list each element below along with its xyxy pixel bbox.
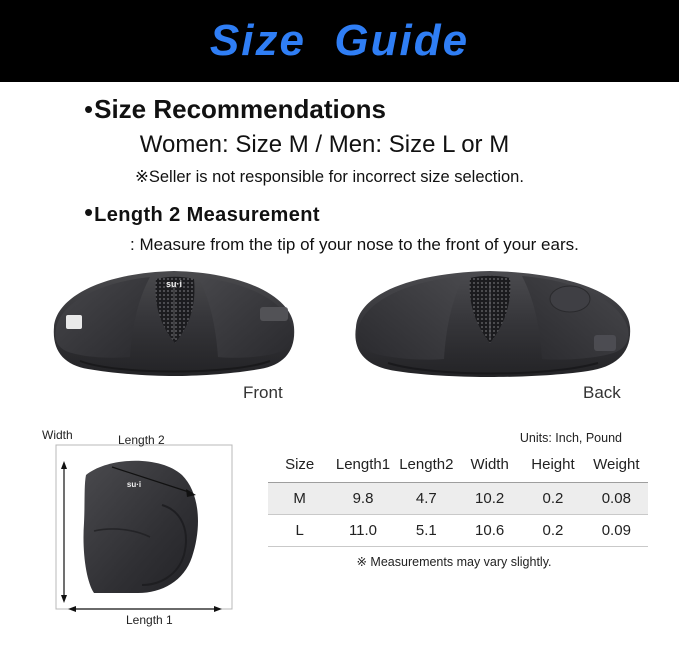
col-header-width: Width <box>458 449 521 483</box>
product-photos <box>0 265 679 423</box>
measurement-description: : Measure from the tip of your nose to the front of your ears. <box>130 235 579 254</box>
table-row <box>268 483 648 515</box>
cell-weight: 0.08 <box>585 483 648 515</box>
front-caption: Front <box>243 383 283 402</box>
cell-size: L <box>268 515 331 547</box>
table-footnote: ※ Measurements may vary slightly. <box>356 555 552 569</box>
product-photo-front <box>46 265 304 390</box>
cell-width: 10.2 <box>458 483 521 515</box>
col-header-size: Size <box>268 449 331 483</box>
cell-height: 0.2 <box>521 483 584 515</box>
measurement-diagram <box>42 428 257 631</box>
page-title: Size Guide <box>209 16 470 65</box>
cell-length1: 11.0 <box>331 515 394 547</box>
length2-measurement-label: Length 2 Measurement <box>94 204 320 226</box>
cell-length2: 5.1 <box>395 515 458 547</box>
cell-weight: 0.09 <box>585 515 648 547</box>
disclaimer-text: ※Seller is not responsible for incorrect size selection. <box>135 168 524 186</box>
cell-length1: 9.8 <box>331 483 394 515</box>
product-photo-back <box>348 265 638 390</box>
cell-length2: 4.7 <box>395 483 458 515</box>
col-header-length1: Length1 <box>331 449 394 483</box>
col-header-weight: Weight <box>585 449 648 483</box>
bullet-icon: • <box>84 197 94 227</box>
length2-measurement-heading <box>0 199 679 227</box>
col-header-height: Height <box>521 449 584 483</box>
table-row <box>268 515 648 547</box>
size-table-container <box>268 431 648 569</box>
diagram-label-width: Width <box>42 428 73 442</box>
cell-height: 0.2 <box>521 515 584 547</box>
svg-text:su·i: su·i <box>165 279 183 289</box>
col-header-length2: Length2 <box>395 449 458 483</box>
measurement-and-table-section <box>0 428 679 656</box>
table-units-note: Units: Inch, Pound <box>519 431 622 445</box>
svg-text:su·i: su·i <box>126 480 142 489</box>
size-guide-banner <box>0 0 679 82</box>
bullet-icon: • <box>84 94 94 124</box>
cell-width: 10.6 <box>458 515 521 547</box>
table-header-row <box>268 449 648 483</box>
back-caption: Back <box>583 383 621 402</box>
size-table <box>268 449 648 547</box>
size-recommendations-label: Size Recommendations <box>94 94 386 124</box>
size-recommendation-text: Women: Size M / Men: Size L or M <box>139 131 510 158</box>
diagram-label-length2: Length 2 <box>118 433 165 447</box>
size-info-section <box>0 82 679 255</box>
cell-size: M <box>268 483 331 515</box>
diagram-label-length1: Length 1 <box>126 613 173 627</box>
size-recommendations-heading <box>0 94 679 125</box>
